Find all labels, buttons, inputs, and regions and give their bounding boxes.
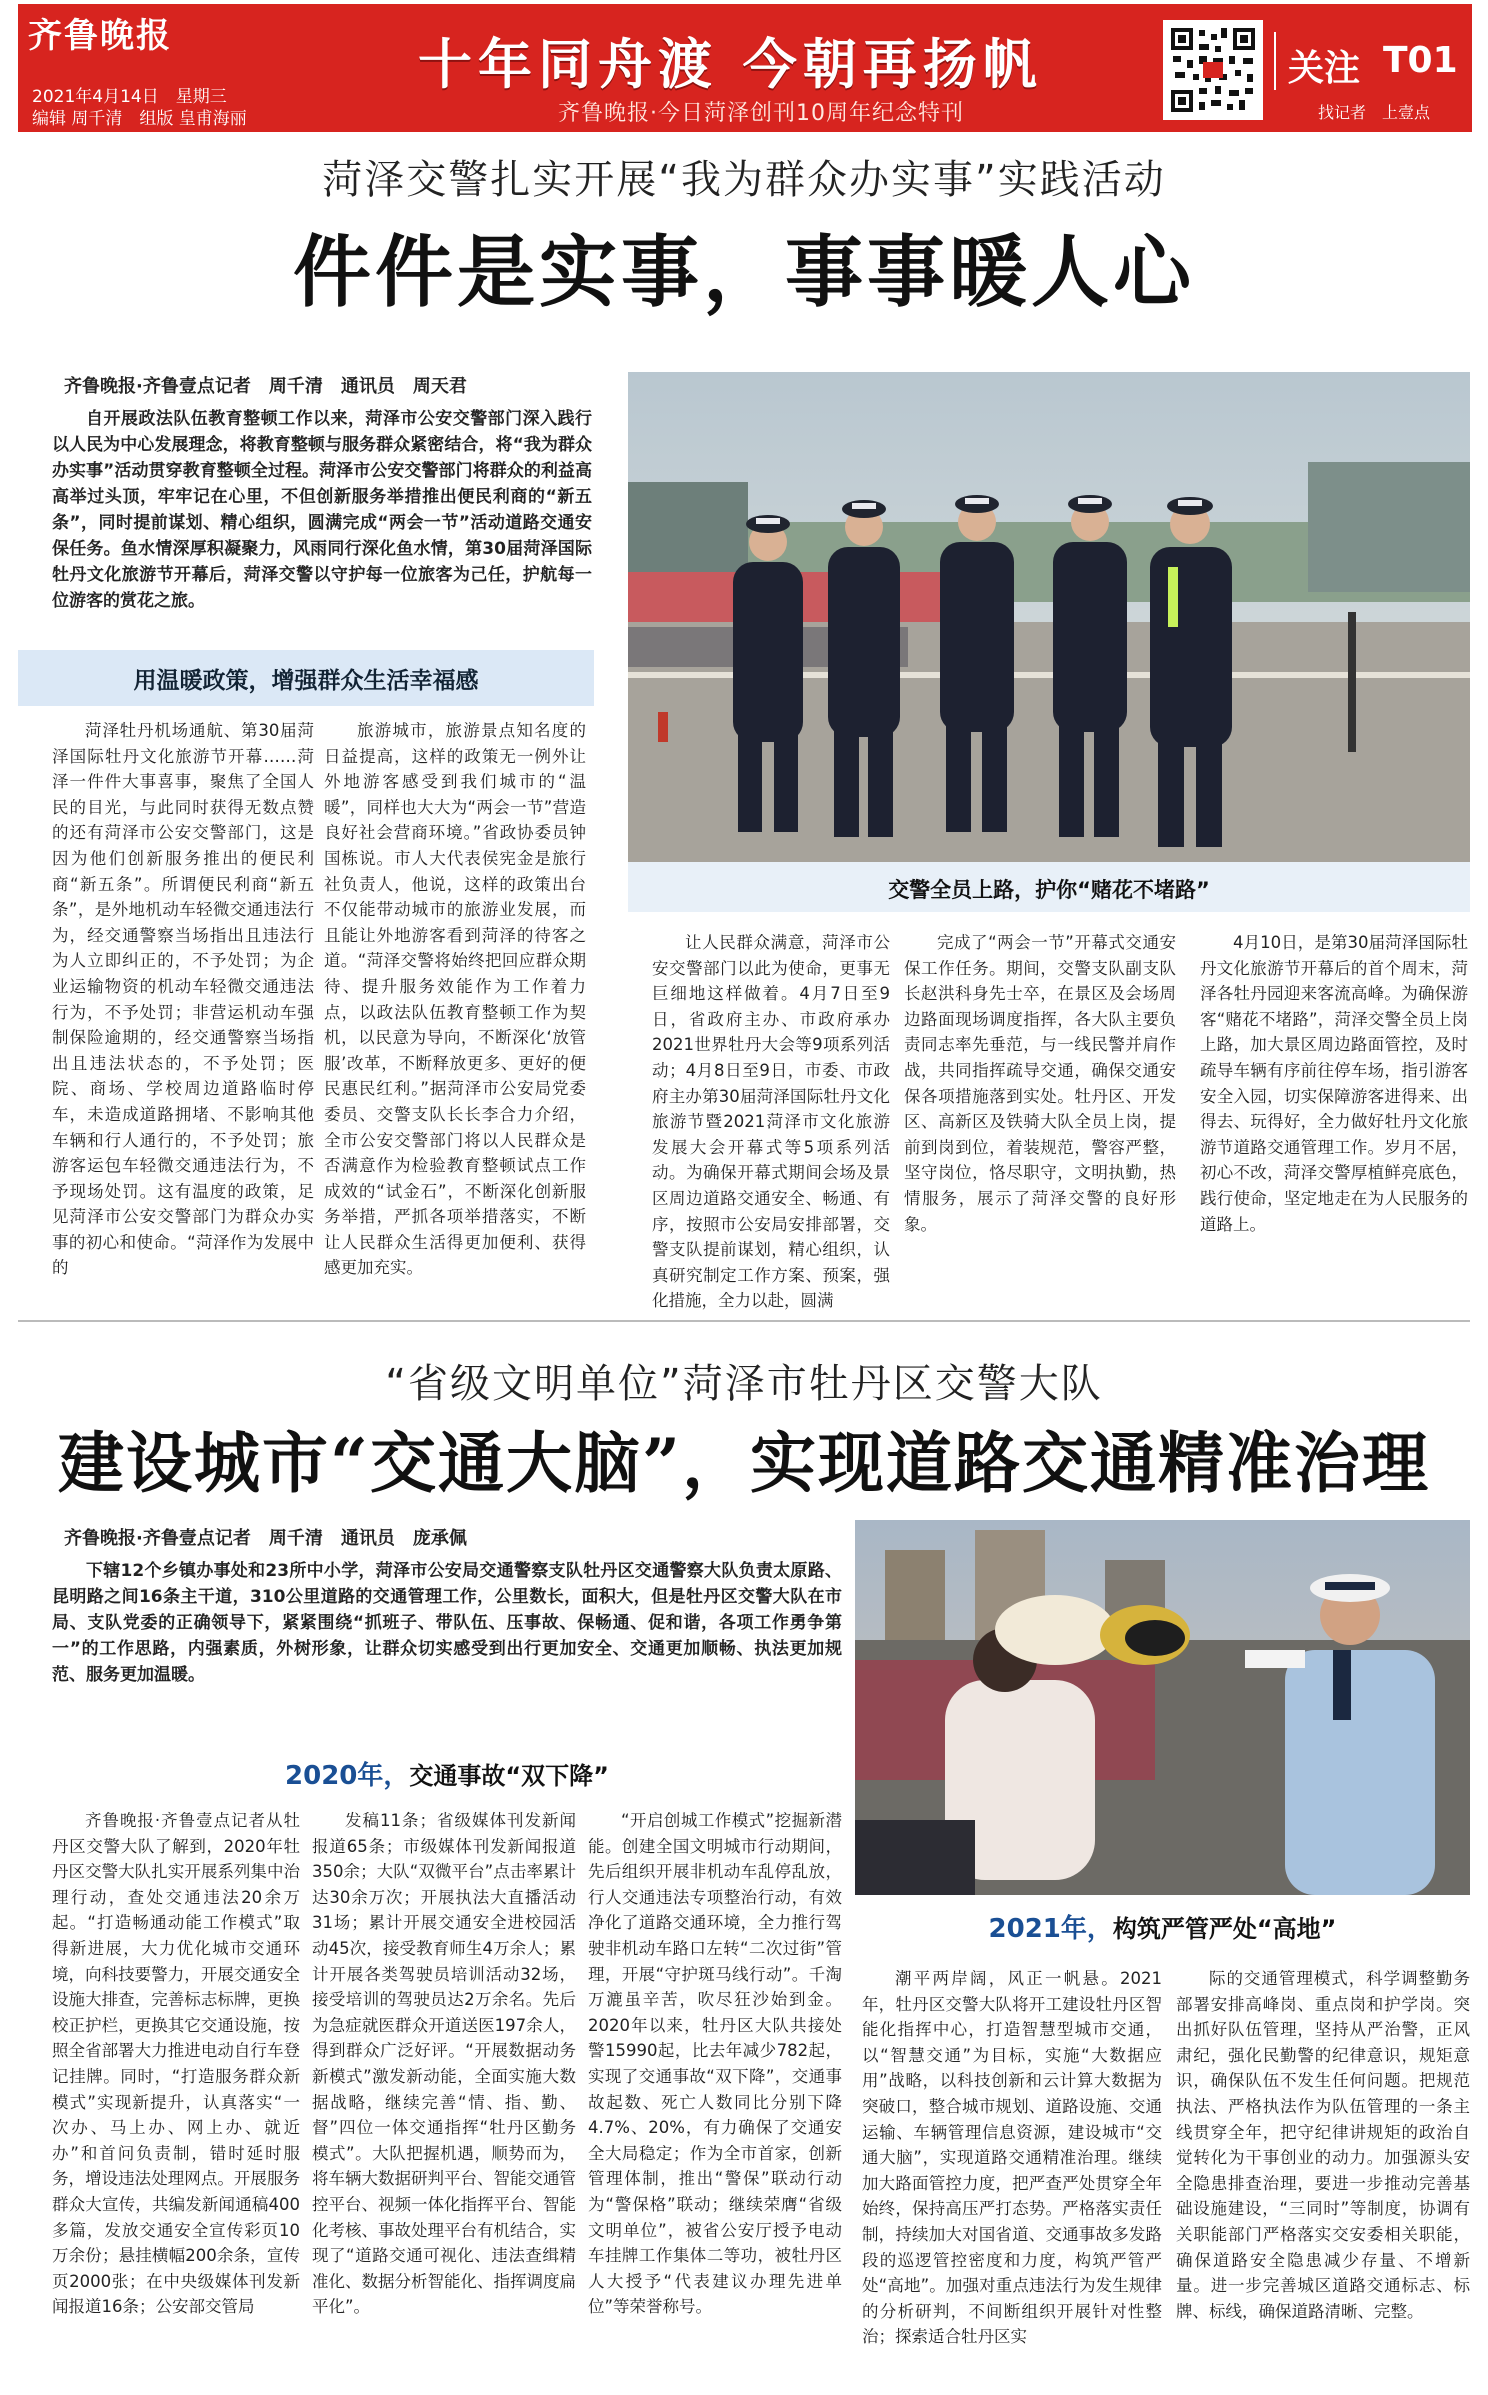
article2-lead — [52, 1558, 842, 1688]
article1-column-4-text: 完成了“两会一节”开幕式交通安保工作任务。期间，交警支队副支队长赵洪科身先士卒，在景区及会场周边路面现场调度指挥，各大队主要负责同志率先垂范，与一线民警并肩作战，共同指挥疏导交通，确保交通安保各项措施落到实处。牡丹区、开发区、高新区及铁骑大队全员上岗，提前到岗到位，着装规范，警容严整，坚守岗位，恪尽职守，文明执勤，热情服务，展示了菏泽交警的良好形象。 — [904, 933, 1176, 1234]
article1-column-4 — [904, 930, 1176, 1237]
article1-column-5-text: 4月10日，是第30届菏泽国际牡丹文化旅游节开幕后的首个周末，菏泽各牡丹园迎来客流高峰。为确保游客“赌花不堵路”，菏泽交警全员上岗上路，加大景区周边路面管控，及时疏导车辆有序前往停车场，指引游客安全入园，切实保障游客进得来、出得去、玩得好，全力做好牡丹文化旅游节道路交通管理工作。岁月不居，初心不改，菏泽交警厚植鲜亮底色，践行使命，坚定地走在为人民服务的道路上。 — [1200, 933, 1468, 1234]
masthead-banner — [18, 4, 1472, 132]
article2-column-1 — [52, 1808, 300, 2320]
article1-kicker: 菏泽交警扎实开展“我为群众办实事”实践活动 — [322, 157, 1166, 203]
article2-column-5-text: 际的交通管理模式，科学调整勤务部署安排高峰岗、重点岗和护学岗。突出抓好队伍管理，坚持从严治警，正风肃纪，强化民勤警的纪律意识，规矩意识，确保队伍不发生任何问题。把规范执法、严格执法作为队伍管理的一条主线贯穿全年，把守纪律讲规矩的政治自觉转化为干事创业的动力。加强源头安全隐患排查治理，要进一步推动完善基础设施建设，“三同时”等制度，协调有关职能部门严格落实交安委相关职能，确保道路安全隐患减少存量、不增新量。进一步完善城区道路交通标志、标牌、标线，确保道路清晰、完整。 — [1176, 1969, 1470, 2321]
qr-code-icon — [1169, 26, 1257, 114]
article1-subhead-text: 用温暖政策，增强群众生活幸福感 — [133, 667, 479, 694]
article1-column-1-text: 菏泽牡丹机场通航、第30届菏泽国际牡丹文化旅游节开幕……菏泽一件件大事喜事，聚焦了全国人民的目光，与此同时获得无数点赞的还有菏泽市公安交警部门，这是因为他们创新服务推出的便民利商“新五条”。所谓便民利商“新五条”，是外地机动车轻微交通违法行为，经交通警察当场指出且违法行为人立即纠正的，不予处罚；为企业运输物资的机动车轻微交通违法行为，不予处罚；非营运机动车强制保险逾期的，经交通警察当场指出且违法状态的，不予处罚；医院、商场、学校周边道路临时停车，未造成道路拥堵、不影响其他车辆和行人通行的，不予处罚；旅游客运包车轻微交通违法行为，不予现场处罚。这有温度的政策，足见菏泽市公安交警部门为群众办实事的初心和使命。“菏泽作为发展中的 — [52, 721, 314, 1278]
article1-headline: 件件是实事，事事暖人心 — [292, 227, 1195, 318]
article2-column-4-text: 潮平两岸阔，风正一帆悬。2021年，牡丹区交警大队将开工建设牡丹区智能化指挥中心，打造智慧型城市交通，以“智慧交通”为目标，实施“大数据应用”战略，以科技创新和云计算大数据为突破口，整合城市规划、道路设施、交通运输、车辆管理信息资源，建设城市“交通大脑”，实现道路交通精准治理。继续加大路面管控力度，把严查严处贯穿全年始终，保持高压严打态势。严格落实责任制，持续加大对国省道、交通事故多发路段的巡逻管控密度和力度，构筑严管严处“高地”。加强对重点违法行为发生规律的分析研判，不间断组织开展针对性整治；探索适合牡丹区实 — [862, 1969, 1162, 2347]
subhead-2020-year: 2020年， — [285, 1761, 410, 1791]
article1-lead — [52, 406, 592, 614]
article1-column-2 — [324, 718, 586, 1281]
article1-column-3-text: 让人民群众满意，菏泽市公安交警部门以此为使命，更事无巨细地这样做着。4月7日至9日，省政府主办、市政府承办2021世界牡丹大会等9项系列活动；4月8日至9日，市委、市政府主办第30届菏泽国际牡丹文化旅游节暨2021菏泽市文化旅游发展大会开幕式等5项系列活动。为确保开幕式期间会场及景区周边道路交通安全、畅通、有序，按照市公安局安排部署，交警支队提前谋划，精心组织，认真研究制定工作方案、预案，强化措施，全力以赴，圆满 — [652, 933, 890, 1311]
article2-column-3 — [588, 1808, 842, 2320]
editors-credit: 编辑 周千清 组版 皇甫海丽 — [32, 109, 247, 129]
page-number: T01 — [1383, 40, 1458, 81]
article2-column-3-text: “开启创城工作模式”挖掘新潜能。创建全国文明城市行动期间，先后组织开展非机动车乱停乱放，行人交通违法专项整治行动，有效净化了道路交通环境，全力推行驾驶非机动车路口左转“二次过街”管理，开展“守护斑马线行动”。千淘万漉虽辛苦，吹尽狂沙始到金。2020年以来，牡丹区大队共接处警15990起，比去年减少782起，实现了交通事故“双下降”，交通事故起数、死亡人数同比分别下降4.7%、20%，有力确保了交通安全大局稳定；作为全市首家，创新管理体制，推出“警保”联动行动为“警保格”联动；继续荣膺“省级文明单位”，被省公安厅授予电动车挂牌工作集体二等功，被牡丹区人大授予“代表建议办理先进单位”等荣誉称号。 — [588, 1811, 842, 2317]
article2-lead-text: 下辖12个乡镇办事处和23所中小学，菏泽市公安局交通警察支队牡丹区交通警察大队负责太原路、昆明路之间16条主干道，310公里道路的交通管理工作，公里数长，面积大，但是牡丹区交警大队在市局、支队党委的正确领导下，紧紧围绕“抓班子、带队伍、压事故、保畅通、促和谐，各项工作勇争第一”的工作思路，内强素质，外树形象，让群众切实感受到出行更加安全、交通更加顺畅、执法更加规范、服务更加温暖。 — [52, 1561, 842, 1685]
anniversary-slogan: 十年同舟渡 今朝再扬帆 — [418, 33, 1043, 96]
section-divider — [18, 1320, 1470, 1322]
article1-subhead — [18, 650, 594, 706]
article2-column-4 — [862, 1966, 1162, 2350]
qr-code[interactable] — [1163, 20, 1263, 120]
article1-byline: 齐鲁晚报·齐鲁壹点记者 周千清 通讯员 周天君 — [64, 376, 467, 397]
special-issue-subtitle: 齐鲁晚报·今日菏泽创刊10周年纪念特刊 — [558, 101, 964, 126]
article2-subhead-2021 — [855, 1908, 1470, 1945]
article1-photo — [628, 372, 1470, 862]
dateline — [32, 86, 247, 130]
article2-kicker: “省级文明单位”菏泽市牡丹区交警大队 — [385, 1361, 1103, 1407]
traffic-police-group-image — [628, 372, 1470, 862]
newspaper-logo: 齐鲁晚报 — [28, 16, 172, 56]
article1-photo-caption: 交警全员上路，护你“赌花不堵路” — [888, 878, 1210, 902]
article2-column-5 — [1176, 1966, 1470, 2324]
article2-subhead-2020 — [52, 1755, 842, 1792]
subhead-2021-text: 构筑严管严处“高地” — [1112, 1915, 1337, 1943]
article2-column-2 — [312, 1808, 576, 2320]
issue-date: 2021年4月14日 星期三 — [32, 87, 227, 107]
masthead-divider — [1274, 32, 1276, 90]
subhead-2020-text: 交通事故“双下降” — [409, 1762, 609, 1790]
article1-column-2-text: 旅游城市，旅游景点知名度的日益提高，这样的政策无一例外让外地游客感受到我们城市的“温暖”，同样也大大为“两会一节”营造良好社会营商环境。”省政协委员钟国栋说。市人大代表侯宪金是旅行社负责人，他说，这样的政策出台不仅能带动城市的旅游业发展，而且能让外地游客看到菏泽的待客之道。“菏泽交警将始终把回应群众期待、提升服务效能作为工作着力点，以政法队伍教育整顿工作为契机，以民意为导向，不断深化‘放管服’改革，不断释放更多、更好的便民惠民红利。”据菏泽市公安局党委委员、交警支队长长李合力介绍，全市公安交警部门将以人民群众是否满意作为检验教育整顿试点工作成效的“试金石”，不断深化创新服务举措，严抓各项举措落实，不断让人民群众生活得更加便利、获得感更加充实。 — [324, 721, 586, 1278]
subhead-2021-year: 2021年， — [988, 1914, 1113, 1944]
article2-byline: 齐鲁晚报·齐鲁壹点记者 周千清 通讯员 庞承佩 — [64, 1528, 467, 1549]
article2-photo — [855, 1520, 1470, 1895]
article1-column-1 — [52, 718, 314, 1281]
article2-headline: 建设城市“交通大脑”，实现道路交通精准治理 — [58, 1424, 1430, 1502]
article1-lead-text: 自开展政法队伍教育整顿工作以来，菏泽市公安交警部门深入践行以人民为中心发展理念，将教育整顿与服务群众紧密结合，将“我为群众办实事”活动贯穿教育整顿全过程。菏泽市公安交警部门将群众的利益高高举过头顶，牢牢记在心里，不但创新服务举措推出便民利商的“新五条”，同时提前谋划、精心组织，圆满完成“两会一节”活动道路交通安保任务。鱼水情深厚积凝聚力，风雨同行深化鱼水情，第30届菏泽国际牡丹文化旅游节开幕后，菏泽交警以守护每一位旅客为己任，护航每一位游客的赏花之旅。 — [52, 409, 592, 611]
follow-label: 关注 — [1288, 48, 1361, 89]
find-reporter-text: 找记者 上壹点 — [1318, 103, 1431, 122]
article2-column-2-text: 发稿11条；省级媒体刊发新闻报道65条；市级媒体刊发新闻报道350余；大队“双微平台”点击率累计达30余万次；开展执法大直播活动31场；累计开展交通安全进校园活动45次，接受教育师生4万余人；累计开展各类驾驶员培训活动32场，接受培训的驾驶员达2万余名。先后为急症就医群众开道送医197余人，得到群众广泛好评。“开展数据动务新模式”激发新动能，全面实施大数据战略，继续完善“情、指、勤、督”四位一体交通指挥“牡丹区勤务模式”。大队把握机遇，顺势而为，将车辆大数据研判平台、智能交通管控平台、视频一体化指挥平台、智能化考核、事故处理平台有机结合，实现了“道路交通可视化、违法查缉精准化、数据分析智能化、指挥调度扁平化”。 — [312, 1811, 576, 2317]
officer-helmet-handover-image — [855, 1520, 1470, 1895]
article1-column-5 — [1200, 930, 1468, 1237]
article1-column-3 — [652, 930, 890, 1314]
article2-column-1-text: 齐鲁晚报·齐鲁壹点记者从牡丹区交警大队了解到，2020年牡丹区交警大队扎实开展系列集中治理行动，查处交通违法20余万起。“打造畅通动能工作模式”取得新进展，大力优化城市交通环境，向科技要警力，开展交通安全设施大排查，完善标志标牌，更换校正护栏，更换其它交通设施，按照全省部署大力推进电动自行车登记挂牌。同时，“打造服务群众新模式”实现新提升，认真落实“一次办、马上办、网上办、就近办”和首问负责制，错时延时服务，增设违法处理网点。开展服务群众大宣传，共编发新闻通稿400多篇，发放交通安全宣传彩页10万余份；悬挂横幅200余条，宣传页2000张；在中央级媒体刊发新闻报道16条；公安部交管局 — [52, 1811, 300, 2317]
